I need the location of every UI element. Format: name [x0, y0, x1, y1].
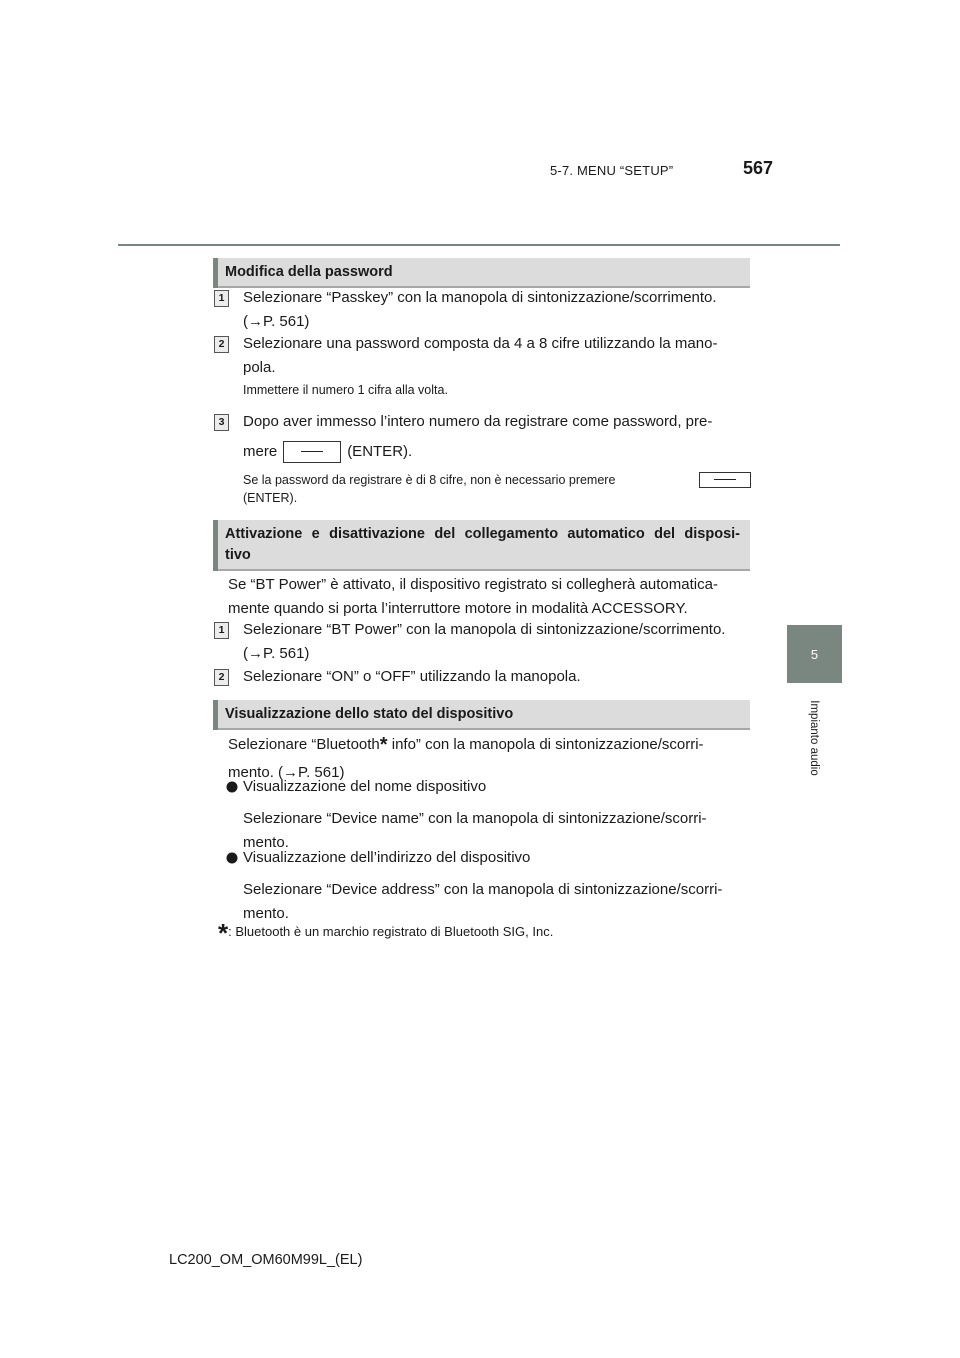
bullet-item: Visualizzazione dell’indirizzo del dispositivo Selezionare “Device address” con la manopola di sintonizzazione/scorri- mento. — [243, 849, 723, 922]
page-number: 567 — [743, 158, 774, 178]
step-number: 2 — [214, 669, 229, 686]
section-header-device-status — [213, 700, 750, 730]
enter-button-symbol — [699, 472, 751, 488]
step-note: Immettere il numero 1 cifra alla volta. — [243, 383, 448, 397]
step-text: Selezionare “Passkey” con la manopola di sintonizzazione/scorrimento. (→P. 561) — [243, 289, 717, 330]
chapter-label — [774, 690, 854, 786]
running-header: 5-7. MENU “SETUP” — [550, 163, 674, 178]
enter-button-symbol — [283, 441, 341, 463]
section-intro: Selezionare “Bluetooth* info” con la manopola di sintonizzazione/scorri- mento. (→P. 561) — [228, 734, 704, 781]
section-intro: Se “BT Power” è attivato, il dispositivo registrato si collegherà automatica- mente quando si porta l’interruttore motore in modalità ACCESSORY. — [228, 576, 718, 617]
chapter-tab: 5 — [787, 625, 842, 683]
chapter-label-text: Impianto audio — [808, 700, 820, 776]
step-number: 2 — [214, 336, 229, 353]
step-number: 1 — [214, 622, 229, 639]
step-text: Selezionare “BT Power” con la manopola di sintonizzazione/scorrimento. (→P. 561) — [243, 621, 726, 662]
section-header-auto-connect — [213, 520, 750, 571]
section-header-password — [213, 258, 750, 288]
header-rule — [118, 244, 840, 246]
section-title: Modifica della password — [225, 264, 393, 280]
step-text: Selezionare una password composta da 4 a 8 cifre utilizzando la mano- pola. — [243, 335, 718, 376]
step-number: 3 — [214, 414, 229, 431]
section-title: Visualizzazione dello stato del dispositivo — [225, 706, 514, 722]
bullet-icon — [226, 851, 238, 869]
step-text: Selezionare “ON” o “OFF” utilizzando la manopola. — [243, 668, 581, 685]
document-code: LC200_OM_OM60M99L_(EL) — [169, 1252, 363, 1268]
section-title: Attivazione e disattivazione del collegamento automatico del disposi- tivo — [225, 526, 740, 563]
bullet-icon — [226, 780, 238, 798]
step-note: Se la password da registrare è di 8 cifre, non è necessario premere (ENTER). — [243, 471, 751, 507]
step-number: 1 — [214, 290, 229, 307]
bullet-item: Visualizzazione del nome dispositivo Selezionare “Device name” con la manopola di sintonizzazione/scorri- mento. — [243, 778, 707, 851]
footnote: *: Bluetooth è un marchio registrato di Bluetooth SIG, Inc. — [218, 918, 554, 948]
step-text: Dopo aver immesso l’intero numero da registrare come password, pre- mere (ENTER). — [243, 410, 751, 464]
